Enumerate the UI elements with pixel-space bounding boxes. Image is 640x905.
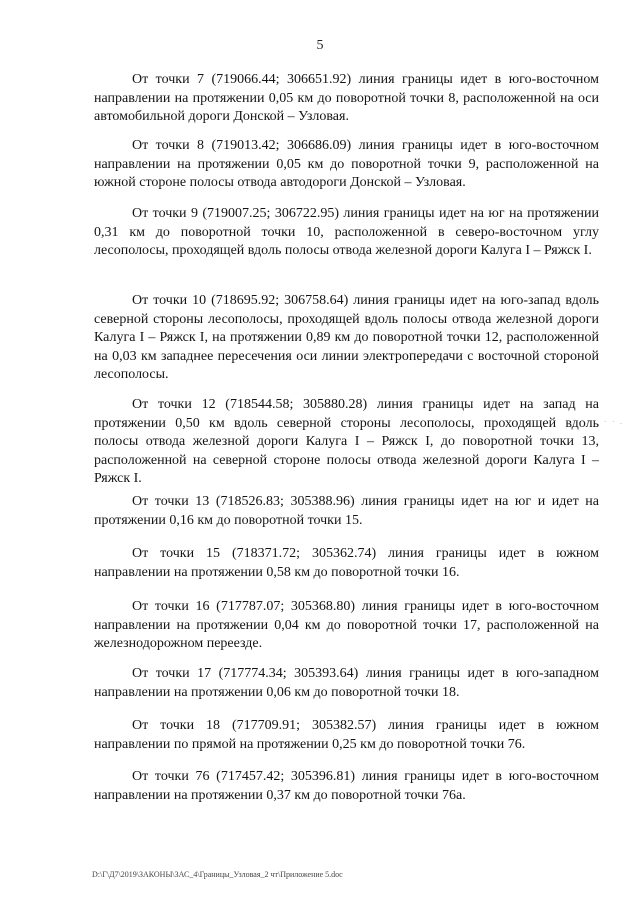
paragraph-point-8: От точки 8 (719013.42; 306686.09) линия границы идет в юго-восточном направлении на протяжении 0,05 км до поворотной точки 9, расположенной на южной стороне полосы отвода автодороги Донской – Узловая. [94,138,599,191]
scan-artifact: · · . [604,418,624,426]
paragraph-point-16: От точки 16 (717787.07; 305368.80) линия границы идет в юго-восточном направлении на протяжении 0,04 км до поворотной точки 17, расположенной на железнодорожном переезде. [94,599,599,652]
paragraph-point-10: От точки 10 (718695.92; 306758.64) линия границы идет на юго-запад вдоль северной стороны лесополосы, проходящей вдоль полосы отвода железной дороги Калуга I – Ряжск I, на протяжении 0,89 км до поворотной точки 12, расположенной на 0,03 км западнее пересечения оси линии электропередачи с восточной стороной лесополосы. [94,293,599,383]
page-number: 5 [316,38,324,53]
paragraph-point-18: От точки 18 (717709.91; 305382.57) линия границы идет в южном направлении по прямой на протяжении 0,25 км до поворотной точки 76. [94,718,599,752]
paragraph-point-17: От точки 17 (717774.34; 305393.64) линия границы идет в юго-западном направлении на протяжении 0,06 км до поворотной точки 18. [94,666,599,700]
paragraph-point-9: От точки 9 (719007.25; 306722.95) линия границы идет на юг на протяжении 0,31 км до поворотной точки 10, расположенной в северо-восточном углу лесополосы, проходящей вдоль полосы отвода железной дороги Калуга I – Ряжск I. [94,206,599,259]
paragraph-point-13: От точки 13 (718526.83; 305388.96) линия границы идет на юг и идет на протяжении 0,16 км до поворотной точки 15. [94,494,599,528]
paragraph-point-7: От точки 7 (719066.44; 306651.92) линия границы идет в юго-восточном направлении на протяжении 0,05 км до поворотной точки 8, расположенной на оси автомобильной дороги Донской – Узловая. [94,72,599,125]
paragraph-point-12: От точки 12 (718544.58; 305880.28) линия границы идет на запад на протяжении 0,50 км вдоль северной стороны лесополосы, проходящей вдоль полосы отвода железной дороги Калуга I – Ряжск I, до поворотной точки 13, расположенной на северной стороне полосы отвода железной дороги Калуга I – Ряжск I. [94,397,599,487]
paragraph-point-76: От точки 76 (717457.42; 305396.81) линия границы идет в юго-восточном направлении на протяжении 0,37 км до поворотной точки 76а. [94,769,599,803]
paragraph-point-15: От точки 15 (718371.72; 305362.74) линия границы идет в южном направлении на протяжении 0,58 км до поворотной точки 16. [94,546,599,580]
footer-file-path: D:\Г\Д7\2019\ЗАКОНЫ\ЗАС_4\Границы_Узловая_2 чт\Приложение 5.doc [92,870,343,879]
